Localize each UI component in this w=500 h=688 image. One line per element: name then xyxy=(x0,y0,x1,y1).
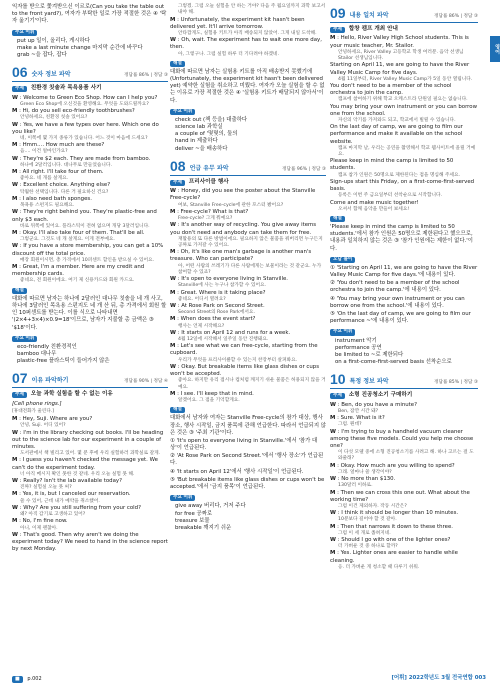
dialogue-text: If you have a store membership, you can get a 10% discount off the total price. xyxy=(12,243,164,257)
question-header xyxy=(12,371,168,388)
dialogue-line: W : Should I go with one of the lighter ones? 더 가벼운 것 중 하나로 할까? xyxy=(330,537,478,550)
question-title: 내용 일치 파악 xyxy=(349,12,389,20)
dialogue-line: W : It's another way of recycling. You give away items you don't need and anybody can take them for free. 재활용의 또 다른 방법이에요. 필요하지 않은 물품을 줘버리면 누구든지 공짜로 가져갈 수 있어요. xyxy=(170,222,326,249)
translation-text: 하나에 2달러입니다. 대나무로 만들었습니다. xyxy=(20,162,112,168)
explain-label: 해설 xyxy=(330,216,345,222)
translation-text: 매장 회원이시면, 총 가격에서 10퍼센트 할인을 받으실 수 있어요. xyxy=(20,257,155,263)
translation-text: 좋아요. 하지만 유리 접시나 컵처럼 깨지기 쉬운 물품은 허용되지 않을 거예요. xyxy=(178,378,326,390)
explanation: ④ 'It starts on April 12'에서 '행사 시작일'이 언급된다. xyxy=(170,468,304,475)
translation-text: 너 아직 메시지 확인 못한 것 같네. 우리 오늘 실험 못 해. xyxy=(20,471,135,477)
speaker-label: M xyxy=(12,457,18,464)
dialogue-text: At Rose Park on Second Street. xyxy=(181,302,265,309)
vocab-item: a couple of '몇몇의, 둘의 xyxy=(175,131,238,138)
dialogue xyxy=(12,416,168,553)
topic-tag: 주제 xyxy=(12,392,27,398)
dialogue-text: Hmm.... How much are these? xyxy=(22,142,105,149)
question-header xyxy=(330,6,478,23)
vocab-item: instrument 악기 xyxy=(335,337,377,344)
dialogue-line: W : Honey, did you see the poster about the Stanville Free-cycle? 여보, Stanville Free-cycle에 관한 포스터 봤어요? xyxy=(170,188,326,209)
question-title: 언급 유무 파악 xyxy=(189,164,229,172)
explain-label: 해설 xyxy=(170,61,185,67)
dialogue-line: M : Yes. Lighter ones are easier to handle while cleaning. 응. 더 가벼운 게 청소할 때 다루기 쉬워. xyxy=(330,550,478,571)
dialogue-line: M : Okay. How much are you willing to spend? 그래. 얼마나 쓸 생각이야? xyxy=(330,463,478,476)
question-number: 10 xyxy=(330,371,346,388)
dialogue-text: Yes. Lighter ones are easier to handle while cleaning. xyxy=(330,550,458,564)
vocab-item: be limited to ~로 제한되다 xyxy=(335,351,404,358)
explanation: 대화에 따르면 남자는 실험용 키트를 아직 배송받지 못했기에 (Unfortunately, the experiment kit hasn't been delivered yet) 예약한 실험을 취소하고 미뤘다. 여자가 오늘 실험을 할 수 없는 이유로 가장 적절한 것은 ④ '실험용 키트가 배달되지 않아서'이다. xyxy=(170,68,325,104)
vocab-item: check out (책 등을) 대출하다 xyxy=(175,116,248,123)
question-number: 09 xyxy=(330,5,346,21)
speaker-label: M xyxy=(170,16,176,23)
dialogue-line: W : They're $2 each. They are made from bamboo. 하나에 2달러입니다. 대나무로 만들었습니다. xyxy=(12,156,168,169)
dialogue-line: M : Hmm.... How much are these? 음.... 이건 얼마인가요? xyxy=(12,142,168,155)
translation-text: 좋아요. 네 개를 살게요. xyxy=(20,176,69,182)
translation-text: Second Street의 Rose Park에서요. xyxy=(178,310,255,316)
vocab-label: 주요 어휘 xyxy=(12,336,37,342)
intro-paragraph: 익자를 받으로 쫓겨받으신 이르로(Can you take the table out to the front yard?), 여자가 부탁한 일로 가장 적절한 것은 ④ '탁자 옮기기'이다. xyxy=(12,4,167,25)
dialogue xyxy=(170,188,326,404)
speaker-label: W xyxy=(170,222,176,229)
translation-text: 목욕용 스펀지도 필요해요. xyxy=(20,203,75,209)
dialogue-line: W : Okay. But breakable items like glass dishes or cups won't be accepted. 좋아요. 하지만 유리 접시나 컵처럼 깨지기 쉬운 물품은 허용되지 않을 거예요. xyxy=(170,363,326,390)
dialogue-text: Then we can cross this one out. What about the working time? xyxy=(330,489,470,503)
topic-tag: 주제 xyxy=(12,86,27,92)
dialogue-line: M : Great, I'm a member. Here are my credit and membership cards. 좋네요, 전 회원이에요. 여기 제 신용카드와 회원 카드요. xyxy=(12,264,168,285)
dialogue-text: You don't need to be a member of the school orchestra to join the camp. xyxy=(330,82,452,97)
dialogue-line: W : Excellent choice. Anything else? 탁월한 선택입니다. 다른 거 필요하신 건요? xyxy=(12,182,168,195)
dialogue-line: M : Hello, River Valley High School students. This is your music teacher, Mr. Stailor. 안녕하세요, River Valley 고등학교 학생 여러분. 음악 선생님 Stailor 선생님입니다. xyxy=(330,35,478,62)
dialogue-text: They're right behind you. They're plastic-free and only $3 each. xyxy=(12,209,157,223)
translation-text: Stanville에 사는 누구나 참가할 수 있어요. xyxy=(178,283,267,289)
speaker-label: W xyxy=(12,155,18,162)
speaker-label: M xyxy=(330,489,336,496)
dialogue-text: Let's see what we can free-cycle, starting from the cupboard. xyxy=(170,343,318,357)
speaker-label: W xyxy=(330,428,336,435)
topic-line xyxy=(12,391,168,398)
dialogue-line: M : Great. Where is it taking place? 좋네요. 어디서 열려요? xyxy=(170,290,326,303)
speaker-label: M xyxy=(12,195,18,202)
dialogue-text: Great, I'm a member. Here are my credit and membership cards. xyxy=(12,264,145,278)
dialogue-line: W : No more than $130. 130달러 이하로. xyxy=(330,476,478,489)
translation-text: 행사는 언제 시작해요? xyxy=(178,323,225,329)
speaker-label: W xyxy=(12,478,18,484)
dialogue-text: Oh, wait. The experiment has to wait one more day, then. xyxy=(170,37,322,51)
speaker-label: M xyxy=(12,108,18,115)
dialogue-line: M : Let's see what we can free-cycle, starting from the cupboard. 우리가 무엇을 프리사이클할 수 있는지 찬장부터 살펴봐요. xyxy=(170,343,326,364)
dialogue-text: That's good. Then why aren't we doing the experiment today? We need to hand in the science report by next Monday. xyxy=(12,531,168,553)
dialogue-line xyxy=(330,158,478,179)
translation-text: Ben, 잠깐 시간 돼? xyxy=(338,408,379,414)
vocab-item: eco-friendly 친환경적인 xyxy=(17,343,77,350)
dialogue-text: Please keep in mind the camp is limited to 50 students. xyxy=(330,158,454,172)
question-number: 06 xyxy=(12,64,28,81)
translation-text: 바로 뒤쪽에 있어요. 플라스틱이 전혀 없으며 개당 3달러입니다. xyxy=(20,223,150,229)
vocab-item: make a last minute change 마지막 순간에 바꾸다 xyxy=(17,44,143,51)
speaker-label: W xyxy=(12,182,18,189)
dialogue-text: I also need bath sponges. xyxy=(22,195,92,202)
topic-text: 합창 캠프 개최 안내 xyxy=(348,26,398,32)
translation-text: 이 다섯 모델 중에 소형 진공청소기를 사려고 해. 하나 고르는 걸 도와줄래? xyxy=(338,450,474,462)
dialogue-text: You may bring your own instrument or you can borrow one from the school. xyxy=(330,103,477,117)
intro-text xyxy=(12,4,168,26)
explain-label: 해설 xyxy=(12,288,27,294)
topic-text: 친환경 칫솔과 목욕용품 사기 xyxy=(30,85,102,92)
speaker-label: M xyxy=(330,462,336,469)
dialogue-text: On the last day of camp, we are going to film our performance and make it available on the school website. xyxy=(330,124,463,145)
translation-text: 등록은 이번 주 금요일부터 선착순으로 시작합니다. xyxy=(338,193,443,199)
speaker-label: W xyxy=(12,531,18,538)
topic-text: 소형 진공청소기 구매하기 xyxy=(348,392,413,399)
translation-text: 그럼 이건 제외하자. 작동 시간은? xyxy=(338,503,407,509)
speaker-label: W xyxy=(12,209,18,216)
dialogue-line: M : Hey, Suji. Where are you? 안녕, Suji. 어디 있어? xyxy=(12,416,168,429)
question-title: 특정 정보 파악 xyxy=(349,378,389,386)
vocab-label: 주요 어휘 xyxy=(330,329,355,335)
dialogue-text: Should I go with one of the lighter ones? xyxy=(341,537,451,544)
translation-text: 여보, Stanville Free-cycle에 관한 포스터 봤어요? xyxy=(178,202,284,208)
dialogue-text: Okay. How much are you willing to spend? xyxy=(340,462,455,469)
dialogue-text: Oh, it's like one man's garbage is another man's treasure. Who can participate? xyxy=(170,249,312,263)
question-title: 이유 파악하기 xyxy=(31,377,69,385)
translation-text: 탁월한 선택입니다. 다른 거 필요하신 건요? xyxy=(20,189,109,195)
dialogue-line: M : Hi, do you sell eco-friendly toothbrushes? 안녕하세요, 친환경 칫솔 있어요? xyxy=(12,108,168,121)
dialogue-text: I guess you haven't checked the message yet. We can't do the experiment today. xyxy=(12,457,158,471)
translation-text: 재활용의 또 다른 방법이에요. 필요하지 않은 물품을 줘버리면 누구든지 공짜로 가져갈 수 있어요. xyxy=(178,236,323,248)
dialogue-text: They're $2 each. They are made from bamboo. xyxy=(23,155,151,162)
wrong-answer-item: ② 'You don't need to be a member of the school orchestra to join the camp.'에 내용이 있다. xyxy=(330,280,460,294)
translation-text: 안타깝게도, 실험용 키트가 아직 배송되지 않았어. 그게 내일 도착해. xyxy=(178,30,317,36)
translation-text: 캠프 참가 인원은 50명으로 제한된다는 점을 명심해 주세요. xyxy=(338,172,461,178)
wrong-answer-item: ④ 'You may bring your own instrument or you can borrow one from the school.'에 내용이 있다. xyxy=(330,295,465,309)
dialogue-line: W : I think it should be longer than 10 minutes. 10분보다 길어야 할 것 같아. xyxy=(330,510,478,523)
topic-line xyxy=(170,179,326,186)
speaker-label: W xyxy=(330,537,336,544)
translation-text: 네, 이쪽에 몇 가지 종류가 있습니다. 어느 것이 마음에 드세요? xyxy=(20,135,148,141)
page-reference xyxy=(12,676,42,683)
dialogue-text: Yes, we have a few types over here. Which one do you like? xyxy=(12,121,159,135)
speaker-label: M xyxy=(170,208,176,215)
vocab-item: treasure 보물 xyxy=(175,517,210,524)
column-1 xyxy=(12,4,168,553)
dialogue-line xyxy=(170,4,326,17)
translation-text: 그럼 이 세 개로 좁혀지네. xyxy=(338,530,391,536)
speaker-label: W xyxy=(12,504,18,511)
speaker-label: M xyxy=(12,142,18,149)
dialogue-line xyxy=(330,200,478,213)
dialogue-line: W : I'm in the library checking out books. I'll be heading out to the science lab for our experiment in a couple of minutes. 도서관에서 책 빌리고 있어. 몇 분 후에 우리 실험하러 과학실로 갈게. xyxy=(12,430,168,458)
translation-text: 아, 그렇구나. 그럼 실험 하루 더 기다려야 하겠네. xyxy=(178,51,279,57)
translation-text: 알겠어요. 그 점을 기억할게요. xyxy=(178,397,240,403)
dialogue xyxy=(330,35,478,213)
dialogue-text: Yes, it is, but I canceled our reservation. xyxy=(22,491,131,498)
translation-text: 오셔서 함께 음악을 만들어 보세요! xyxy=(338,206,410,212)
dialogue-line: M : Free-cycle? What is that? Free-cycle? 그게 뭐예요? xyxy=(170,209,326,222)
dialogue-line: M : All right. I'll take four of them. 좋아요. 네 개를 살게요. xyxy=(12,169,168,182)
topic-line xyxy=(330,26,478,33)
speaker-label: W xyxy=(12,94,18,101)
dialogue-text: Great. Where is it taking place? xyxy=(180,289,266,296)
topic-text: 오늘 과학 실험을 할 수 없는 이유 xyxy=(30,391,113,398)
dialogue-text: Excellent choice. Anything else? xyxy=(23,182,111,189)
translation-text: 좋네요. 어디서 열려요? xyxy=(178,296,226,302)
dialogue-text: Honey, did you see the poster about the Stanville Free-cycle? xyxy=(170,188,316,202)
dialogue-line: M : Okay. I'll also take four of them. That'll be all. 그렇군요. 그것도 네 개 살게요. 이게 전부예요. xyxy=(12,230,168,243)
dialogue-line: W : At Rose Park on Second Street. Second Street의 Rose Park에서요. xyxy=(170,303,326,316)
question-header xyxy=(12,65,168,82)
dialogue-text: I'm trying to buy a handheld vacuum cleaner among these five models. Could you help me choose one? xyxy=(330,428,474,449)
question-rate: 정답률 90% | 정답 ④ xyxy=(124,379,168,385)
translation-text: 캠프에 참여하기 위해 학교 오케스트라 단원일 필요는 없습니다. xyxy=(338,97,468,103)
dialogue-text: It's open to everyone living in Stanville. xyxy=(181,276,289,283)
dialogue-line xyxy=(330,124,478,158)
dialogue-text: It's another way of recycling. You give away items you don't need and anybody can take them for free. xyxy=(170,222,317,236)
translation-text: 4월 12일에 시작해서 일주일 동안 진행돼요. xyxy=(178,337,269,343)
question-header xyxy=(330,372,478,389)
speaker-label: M xyxy=(170,316,176,323)
dialogue-text: I think it should be longer than 10 minutes. xyxy=(341,510,459,517)
translation-text: 쓸 수 있어, 근데 내가 예약을 취소했어. xyxy=(20,498,100,504)
dialogue xyxy=(170,4,326,58)
vocab-item: on a first-come-first-served basis 선착순으로 xyxy=(335,359,452,366)
explain-label: 해설 xyxy=(170,407,185,413)
dialogue-line: W : It's open to everyone living in Stanville. Stanville에 사는 누구나 참가할 수 있어요. xyxy=(170,276,326,289)
translation-text: Free-cycle? 그게 뭐예요? xyxy=(178,216,233,222)
dialogue-text: Okay. I'll also take four of them. That'll be all. xyxy=(22,229,145,236)
dialogue-line: M : I also need bath sponges. 목욕용 스펀지도 필요해요. xyxy=(12,196,168,209)
vocab-item: deliver ~을 배송하다 xyxy=(175,145,228,152)
dialogue-line: W : Oh, wait. The experiment has to wait one more day, then. 아, 그렇구나. 그럼 실험 하루 더 기다려야 하겠네. xyxy=(170,37,326,58)
translation-text: 130달러 이하로. xyxy=(338,483,373,489)
speaker-label: M xyxy=(170,249,176,256)
wrong-answer-label: 오답 풀이 xyxy=(330,257,355,263)
dialogue-line: W : Why? Are you still suffering from your cold? 왜? 아직 감기로 고생하고 있어? xyxy=(12,505,168,518)
dialogue-line: M : No, I'm fine now. 아니, 이제 괜찮아. xyxy=(12,518,168,531)
topic-text: 프리사이클 행사 xyxy=(188,178,229,185)
vocab-item: grab ~을 잡다, 잡다 xyxy=(17,52,67,59)
vocab-item: hand in 제출하다 xyxy=(175,138,218,145)
vocab-item: give away 버리다, 거저 주다 xyxy=(175,503,246,510)
translation-text: 그렇군요. 그것도 네 개 살게요. 이게 전부예요. xyxy=(20,237,115,243)
explanation: ⑤ 'But breakable items like glass dishes or cups won't be accepted.'에서 '금지 품목'이 언급된다. xyxy=(170,476,325,491)
vocab-label: 주요 어휘 xyxy=(170,495,195,501)
dialogue xyxy=(12,95,168,285)
dialogue-line: W : If you have a store membership, you can get a 10% discount off the total price. 매장 회원이시면, 총 가격에서 10퍼센트 할인을 받으실 수 있어요. xyxy=(12,243,168,264)
dialogue-line xyxy=(330,62,478,83)
question-number: 07 xyxy=(12,370,28,387)
vocab-label: 주요 어휘 xyxy=(12,30,37,36)
speaker-label: W xyxy=(170,37,176,44)
speaker-label: W xyxy=(170,302,176,309)
translation-text: 자신의 악기를 가져와도 되고, 학교에서 빌릴 수 있습니다. xyxy=(338,117,456,123)
question-number: 08 xyxy=(170,157,186,174)
dialogue-text: Sign-ups start this Friday, on a first-come-first-served basis. xyxy=(330,178,475,193)
question-rate: 정답률 86% | 정답 ③ xyxy=(434,13,478,19)
speaker-label: W xyxy=(170,329,176,336)
dialogue-text: Welcome to Green Eco Shop. How can I help you? xyxy=(23,94,158,101)
speaker-label: M xyxy=(12,491,18,498)
page-reference-text: p.002 xyxy=(27,676,42,683)
translation-text: 안녕하세요, River Valley 고등학교 학생 여러분. 음악 선생님 Stailor 선생님입니다. xyxy=(338,49,464,62)
dialogue-text: Really? Isn't the lab available today? xyxy=(23,478,122,484)
translation-text: 캠프 마지막 날, 우리는 공연을 촬영해서 학교 웹사이트에 올릴 거예요. xyxy=(338,145,476,157)
translation-text: 그렇겠. 그럼 오늘 실험을 안 하는 거야? 다음 주 월요일까지 과학 보고서 내야 해. xyxy=(178,4,326,16)
dialogue-line xyxy=(330,104,478,125)
vocab-label: 주요 어휘 xyxy=(170,109,195,115)
dialogue-line: M : Oh, it's like one man's garbage is another man's treasure. Who can participate? 아, 어떤 사람의 쓰레기가 다른 사람에게는 보물이라는 것 같군요. 누가 참여할 수 있죠? xyxy=(170,249,326,276)
question-header xyxy=(170,159,326,176)
explanation: 대화에 따르면 남자는 하나에 2달러인 대나무 칫솔을 네 개 사고, 하나에 3달러인 목욕용 스펀지도 네 개 산 뒤, 총 가격에서 회원 할인 10퍼센트를 받는다. 이를 식으로 나타내면 '(2×4+3×4)×0.9=18'이므로, 남자가 지불할 총 금액은 ③ '$18'이다. xyxy=(12,295,167,331)
stage-direction: [Cell phone rings.] xyxy=(12,400,62,407)
question-rate: 정답률 96% | 정답 ③ xyxy=(282,166,326,172)
dialogue-line: M : Yes, it is, but I canceled our reservation. 쓸 수 있어, 근데 내가 예약을 취소했어. xyxy=(12,491,168,504)
dialogue-line: W : Welcome to Green Eco Shop. How can I help you? Green Eco Shop에 오신것을 환영해요. 무엇을 도와드릴까요? xyxy=(12,95,168,108)
translation-text: 안녕하세요, 친환경 칫솔 있어요? xyxy=(20,115,88,121)
dialogue-text: I'm in the library checking out books. I'll be heading out to the science lab for our experiment in a couple of minutes. xyxy=(12,429,164,450)
translation-text: 좋네요, 전 회원이에요. 여기 제 신용카드와 회원 카드요. xyxy=(20,278,135,284)
dialogue-text: No more than $130. xyxy=(341,476,396,483)
vocab-item: breakable 깨지기 쉬운 xyxy=(175,524,232,531)
dialogue-line xyxy=(330,83,478,104)
translation-text: 10분보다 길어야 할 것 같아. xyxy=(338,517,397,523)
question-rate: 정답률 85% | 정답 ③ xyxy=(434,380,478,386)
dialogue-line: M : Then that narrows it down to these three. 그럼 이 세 개로 좁혀지네. xyxy=(330,524,478,537)
dialogue-line: W : It starts on April 12 and runs for a week. 4월 12일에 시작해서 일주일 동안 진행돼요. xyxy=(170,330,326,343)
dialogue xyxy=(330,402,478,571)
topic-line xyxy=(330,392,478,399)
answer-key-badge: ■ xyxy=(12,676,23,683)
vocab-item: science lab 과학실 xyxy=(175,124,223,131)
speaker-label: W xyxy=(12,243,18,250)
dialogue-text: Hello, River Valley High School students. This is your music teacher, Mr. Stailor. xyxy=(330,35,469,49)
dialogue-text: Sure. What is it? xyxy=(340,415,385,422)
translation-text: 음.... 이건 얼마인가요? xyxy=(20,149,68,155)
speaker-label: M xyxy=(170,343,176,350)
question-rate: 정답률 86% | 정답 ③ xyxy=(124,73,168,79)
dialogue-line: M : Unfortunately, the experiment kit hasn't been delivered yet. It'll arrive tomorrow. 안타깝게도, 실험용 키트가 아직 배송되지 않았어. 그게 내일 도착해. xyxy=(170,17,326,38)
question-title: 숫자 정보 파악 xyxy=(31,71,71,79)
translation-text: 4월 11일부터, River Valley Music Camp가 5일 동안 열립니다. xyxy=(338,76,473,82)
speaker-label: M xyxy=(12,518,18,525)
dialogue-text: Starting on April 11, we are going to have the River Valley Music Camp for five days. xyxy=(330,62,470,76)
vocab-item: performance 공연 xyxy=(335,344,382,351)
translation-text: 아니, 이제 괜찮아. xyxy=(20,525,58,531)
wrong-answer-item: ⑤ 'On the last day of camp, we are going to film our performance ~'에 내용이 있다. xyxy=(330,311,471,325)
page-footer: [어휘] 2022학년도 3월 전국연합 003 xyxy=(391,674,486,681)
speaker-label: W xyxy=(330,401,336,408)
translation-text: 더 가벼운 것 중 하나로 할까? xyxy=(338,544,398,550)
speaker-label: W xyxy=(330,476,336,483)
explanation: ① 'It's open to everyone living in Stanville.'에서 '참가 대상'이 언급된다. xyxy=(170,437,318,452)
dialogue-line: M : Sure. What is it? 그럼. 뭔데? xyxy=(330,415,478,428)
vocab-item: for free 공짜로 xyxy=(175,510,213,517)
translation-text: 안녕, Suji. 어디 있어? xyxy=(20,423,66,429)
dialogue-text: It starts on April 12 and runs for a week. xyxy=(181,329,291,336)
vocab-list xyxy=(12,38,168,60)
dialogue-text: No, I'm fine now. xyxy=(22,518,68,525)
dialogue-line: M : I guess you haven't checked the message yet. We can't do the experiment today. 너 아직 메시지 확인 못한 것 같네. 우리 오늘 실험 못 해. xyxy=(12,457,168,478)
speaker-label: W xyxy=(170,188,176,195)
translation-text: 아, 어떤 사람의 쓰레기가 다른 사람에게는 보물이라는 것 같군요. 누가 참여할 수 있죠? xyxy=(178,263,322,275)
speaker-label: M xyxy=(170,390,176,397)
speaker-label: M xyxy=(12,169,18,176)
speaker-label: M xyxy=(330,415,336,422)
dialogue-line: M : I see. I'll keep that in mind. 알겠어요. 그 점을 기억할게요. xyxy=(170,391,326,404)
dialogue-text: Hey, Suji. Where are you? xyxy=(22,416,93,423)
speaker-label: M xyxy=(330,523,336,530)
translation-text: Green Eco Shop에 오신것을 환영해요. 무엇을 도와드릴까요? xyxy=(20,101,149,107)
dialogue-line: W : Yes, we have a few types over here. Which one do you like? 네, 이쪽에 몇 가지 종류가 있습니다. 어느 것이 마음에 드세요? xyxy=(12,122,168,143)
speaker-label: M xyxy=(12,416,18,423)
translation-text: 진짜? 실험실 오늘 못 써? xyxy=(20,485,72,491)
translation-text: 도서관에서 책 빌리고 있어. 몇 분 후에 우리 실험하러 과학실로 갈게. xyxy=(20,451,161,457)
dialogue-line: W : That's good. Then why aren't we doing the experiment today? We need to hand in the science report by next Monday. xyxy=(12,531,168,553)
vocab-item: put up 일이, 올리다, 게시하다 xyxy=(17,37,90,44)
speaker-label: M xyxy=(12,264,18,271)
stage-direction-ko: [휴대전화가 울린다.] xyxy=(12,409,55,415)
dialogue-text: Come and make music together! xyxy=(330,199,419,206)
speaker-label: M xyxy=(170,289,176,296)
dialogue-line: W : Really? Isn't the lab available today? 진짜? 실험실 오늘 못 써? xyxy=(12,478,168,491)
speaker-label: W xyxy=(330,510,336,517)
dialogue-text: Why? Are you still suffering from your cold? xyxy=(23,504,141,511)
translation-text: 응. 더 가벼운 게 청소할 때 다루기 쉬워. xyxy=(338,564,420,570)
dialogue-text: Okay. But breakable items like glass dishes or cups won't be accepted. xyxy=(170,363,320,378)
speaker-label: M xyxy=(330,550,336,557)
dialogue-text: When does the event start? xyxy=(180,316,256,323)
column-3 xyxy=(330,4,478,571)
dialogue-line: W : I'm trying to buy a handheld vacuum cleaner among these five models. Could you help me choose one? 이 다섯 모델 중에 소형 진공청소기를 사려고 해. 하나 고르는 걸 도와줄래? xyxy=(330,429,478,463)
speaker-label: W xyxy=(170,276,176,283)
translation-text: 그래. 얼마나 쓸 생각이야? xyxy=(338,469,392,475)
dialogue-text: Ben, do you have a minute? xyxy=(341,401,417,408)
topic-tag: 주제 xyxy=(330,393,345,399)
vocab-item: plastic-free 플라스틱이 들어가지 않은 xyxy=(17,358,110,365)
speaker-label: W xyxy=(170,363,176,370)
explanation: 'Please keep in mind the camp is limited to 50 students.'에서 참가 인원은 50명으로 제한된다고 했으므로, 내용과 일치하지 않는 것은 ③ '참가 인원에는 제한이 없다.'이다. xyxy=(330,224,473,252)
vocab-item: bamboo 대나무 xyxy=(17,351,57,358)
translation-text: 그럼. 뭔데? xyxy=(338,422,362,428)
dialogue-line xyxy=(330,179,478,200)
translation-text: 우리가 무엇을 프리사이클할 수 있는지 찬장부터 살펴봐요. xyxy=(178,357,298,363)
topic-tag: 주제 xyxy=(330,27,345,33)
column-2 xyxy=(170,4,326,532)
dialogue-line: W : They're right behind you. They're plastic-free and only $3 each. 바로 뒤쪽에 있어요. 플라스틱이 전혀 없으며 개당 3달러입니다. xyxy=(12,209,168,230)
explanation: 대화에서 남자와 여자는 Stanville Free-cycle의 참가 대상, 행사 장소, 행사 시작일, 금지 품목에 관해 언급한다. 따라서 언급되지 않은 것은 ③ '주최 기관'이다. xyxy=(170,415,326,436)
speaker-label: M xyxy=(12,229,18,236)
topic-line xyxy=(12,85,168,92)
dialogue-text: Then that narrows it down to these three. xyxy=(340,523,453,530)
speaker-label: M xyxy=(330,35,336,42)
wrong-answer-item: ① 'Starting on April 11, we are going to have the River Valley Music Camp for five days.'에 내용이 있다. xyxy=(330,264,478,279)
dialogue-text: Unfortunately, the experiment kit hasn't been delivered yet. It'll arrive tomorrow. xyxy=(170,16,305,30)
dialogue-line: W : Ben, do you have a minute? Ben, 잠깐 시간 돼? xyxy=(330,402,478,415)
dialogue-line: M : When does the event start? 행사는 언제 시작해요? xyxy=(170,316,326,329)
explanation: ② 'At Rose Park on Second Street.'에서 '행사 장소'가 언급된다. xyxy=(170,453,324,467)
dialogue-text: All right. I'll take four of them. xyxy=(22,169,104,176)
dialogue-text: I see. I'll keep that in mind. xyxy=(180,390,254,397)
translation-text: 왜? 아직 감기로 고생하고 있어? xyxy=(20,512,86,518)
topic-tag: 주제 xyxy=(170,180,185,186)
speaker-label: W xyxy=(12,121,18,128)
dialogue-line: M : Then we can cross this one out. What about the working time? 그럼 이건 제외하자. 작동 시간은? xyxy=(330,490,478,511)
dialogue-text: Free-cycle? What is that? xyxy=(180,208,249,215)
dialogue-text: Hi, do you sell eco-friendly toothbrushes? xyxy=(22,108,135,115)
side-tab: 영어 xyxy=(490,36,500,62)
speaker-label: W xyxy=(12,429,18,436)
